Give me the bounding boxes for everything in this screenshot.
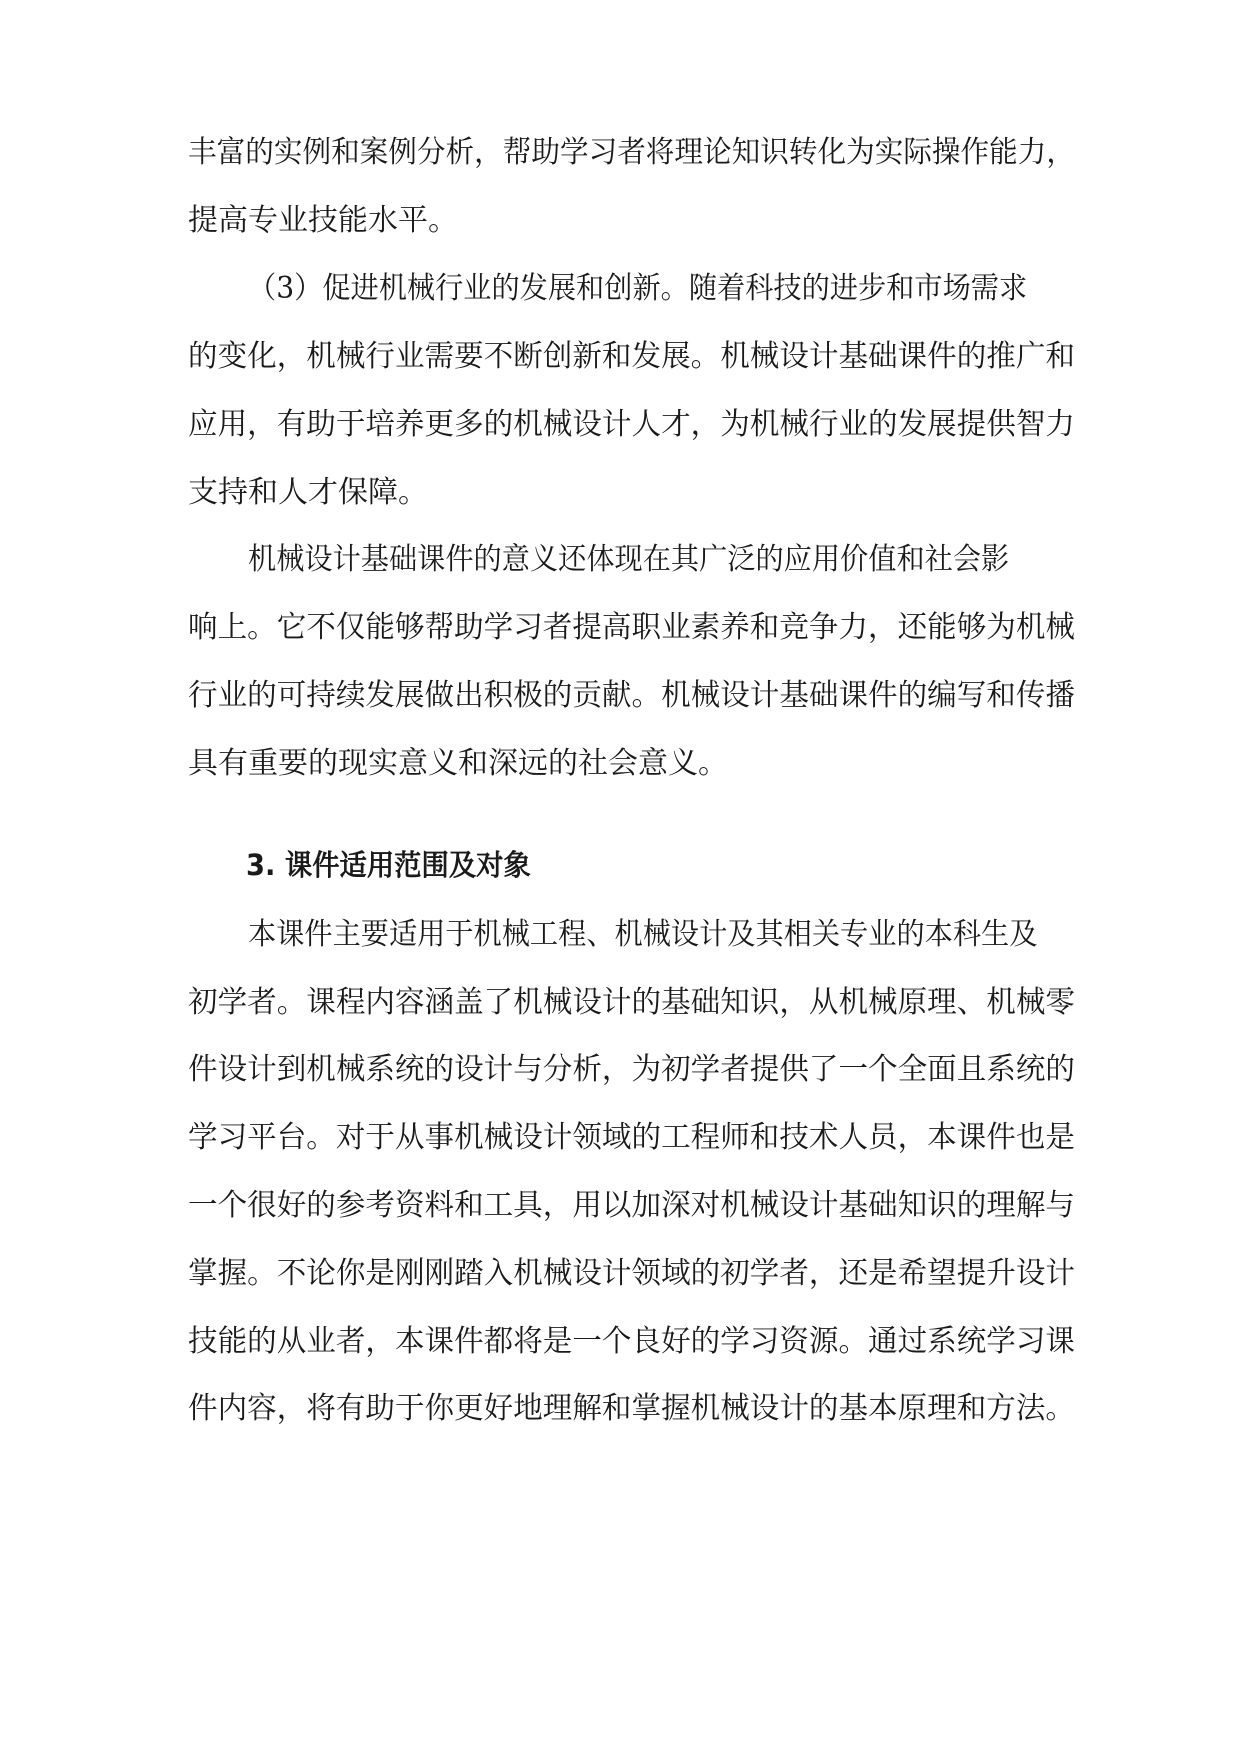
- paragraph-line: 技能的从业者，本课件都将是一个良好的学习资源。通过系统学习课: [188, 1324, 1075, 1359]
- paragraph-line: 本课件主要适用于机械工程、机械设计及其相关专业的本科生及: [248, 917, 1038, 952]
- paragraph-line: 应用，有助于培养更多的机械设计人才，为机械行业的发展提供智力: [188, 407, 1075, 442]
- paragraph-line: 提高专业技能水平。: [188, 203, 458, 238]
- paragraph-line: 学习平台。对于从事机械设计领域的工程师和技术人员，本课件也是: [188, 1120, 1075, 1155]
- paragraph-line: 初学者。课程内容涵盖了机械设计的基础知识，从机械原理、机械零: [188, 985, 1075, 1020]
- paragraph-line: 具有重要的现实意义和深远的社会意义。: [188, 746, 728, 781]
- paragraph-line: 一个很好的参考资料和工具，用以加深对机械设计基础知识的理解与: [188, 1188, 1075, 1223]
- paragraph-line: 支持和人才保障。: [188, 475, 428, 510]
- paragraph-line: （3）促进机械行业的发展和创新。随着科技的进步和市场需求: [248, 271, 1028, 306]
- paragraph-line: 行业的可持续发展做出积极的贡献。机械设计基础课件的编写和传播: [188, 678, 1075, 713]
- section-heading: 3. 课件适用范围及对象: [246, 848, 531, 882]
- paragraph-line: 响上。它不仅能够帮助学习者提高职业素养和竞争力，还能够为机械: [188, 610, 1075, 645]
- paragraph-line: 丰富的实例和案例分析，帮助学习者将理论知识转化为实际操作能力，: [188, 135, 1075, 170]
- paragraph-line: 的变化，机械行业需要不断创新和发展。机械设计基础课件的推广和: [188, 339, 1075, 374]
- paragraph-line: 件内容，将有助于你更好地理解和掌握机械设计的基本原理和方法。: [188, 1391, 1075, 1426]
- paragraph-line: 件设计到机械系统的设计与分析，为初学者提供了一个全面且系统的: [188, 1052, 1075, 1087]
- paragraph-line: 机械设计基础课件的意义还体现在其广泛的应用价值和社会影: [248, 542, 1010, 577]
- paragraph-line: 掌握。不论你是刚刚踏入机械设计领域的初学者，还是希望提升设计: [188, 1256, 1075, 1291]
